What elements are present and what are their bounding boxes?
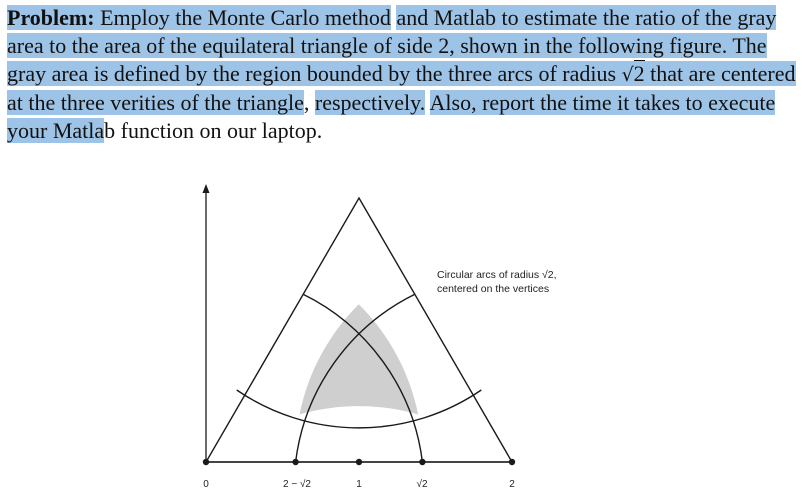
tick-dot-1 xyxy=(356,459,362,465)
tick-label-sqrt2: √2 xyxy=(416,479,428,490)
y-axis-arrow xyxy=(203,184,210,193)
tick-dot-2-minus-sqrt2 xyxy=(292,459,298,465)
problem-text-1a: Employ the Monte Carlo method xyxy=(100,5,391,30)
tick-label-2-minus-sqrt2: 2 − √2 xyxy=(282,479,312,490)
problem-text-2b: b function on our laptop. xyxy=(104,118,323,143)
gray-region xyxy=(300,304,419,414)
problem-text-1b: and Matlab to estimate the ratio of the gray area to the area of the equilateral triangle of side 2, shown in the following figure. The gray area is defined by the region bounded by the three arcs of radius xyxy=(7,5,777,86)
tick-dot-2 xyxy=(509,459,515,465)
problem-text-1d: respectively. xyxy=(314,90,426,115)
sqrt-2-symbol: √2 xyxy=(621,61,645,86)
annotation-line-2: centered on the vertices xyxy=(437,283,550,295)
tick-dot-sqrt2 xyxy=(419,459,425,465)
tick-label-2: 2 xyxy=(509,479,515,490)
tick-dot-0 xyxy=(203,459,209,465)
problem-comma: , xyxy=(303,90,310,115)
tick-label-1: 1 xyxy=(356,479,362,490)
problem-label: Problem: xyxy=(7,5,95,30)
problem-text-2a: Also, report the time it takes to execute your Matla xyxy=(7,90,776,143)
problem-text-1c: that are centered at the three verities of the triangle xyxy=(7,61,796,115)
annotation-line-1: Circular arcs of radius √2, xyxy=(437,269,557,281)
tick-label-0: 0 xyxy=(203,479,209,490)
